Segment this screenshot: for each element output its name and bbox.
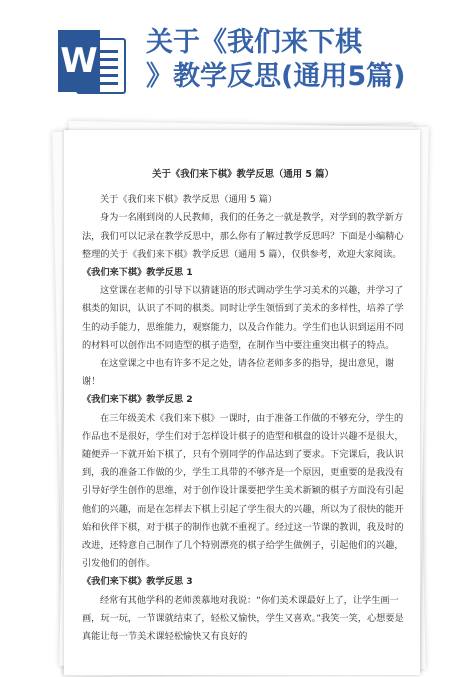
document-preview — [58, 124, 424, 669]
document-page — [64, 130, 420, 675]
header-banner — [0, 0, 474, 118]
banner-title — [146, 26, 466, 94]
paragraph: 在三年级美术《我们来下棋》一课时，由于准备工作做的不够充分，学生的作品也不是很好，学生们对于怎样设计棋子的造型和棋盘的设计兴趣不是很大，随便弄一下就开始下棋了，只有个别同学的作品达到了要求。下完课后，我认识到，我的准备工作做的少，学生工具带的不够齐是一个原因，更重要的是我没有引导好学生创作的思维，对于创作设计课要把学生美术新颖的棋子方面没有引起他们的兴趣，而是在怎样去下棋上引起了学生很大的兴趣，所以为了很快的能开始和伙伴下棋，对于棋子的制作也就不重视了。经过这一节课的教训，我及时的改进，还特意自己制作了几个特别漂亮的棋子给学生做例子，引起他们的兴趣，引发他们的创作。 — [82, 412, 404, 570]
word-document-icon — [58, 30, 124, 92]
paragraph: 经常有其他学科的老师羡慕地对我说：“你们美术课最好上了，让学生画一画，玩一玩，一节课就结束了，轻松又愉快，学生又喜欢。”我笑一笑，心想要是真能让每一节美术课轻松愉快又有良好的 — [82, 594, 404, 643]
word-letter: W — [58, 30, 100, 92]
intro-paragraph: 身为一名刚到岗的人民教师，我们的任务之一就是教学，对学到的教学新方法，我们可以记录在教学反思中，那么你有了解过教学反思吗？下面是小编精心整理的关于《我们来下棋》教学反思（通用 5 篇），仅供参考，欢迎大家阅读。 — [82, 212, 404, 260]
section-heading: 《我们来下棋》教学反思 2 — [82, 394, 193, 406]
banner-title-line-1: 关于《我们来下棋 — [146, 27, 362, 58]
paragraph: 这堂课在老师的引导下以猜谜语的形式调动学生学习美术的兴趣，并学习了棋类的知识，认识了不同的棋类。同时让学生领悟到了美术的多样性，培养了学生的动手能力，思维能力，观察能力，以及合作能力。学生们也认识到运用不同的材料可以创作出不同造型的棋子造型，在制作当中要注重突出棋子的特点。 — [82, 285, 404, 351]
section-heading: 《我们来下棋》教学反思 1 — [82, 267, 193, 279]
document-title: 关于《我们来下棋》教学反思（通用 5 篇） — [152, 169, 334, 180]
document-body — [82, 166, 404, 646]
section-heading: 《我们来下棋》教学反思 3 — [82, 576, 193, 588]
banner-title-line-2: 》教学反思(通用5篇) — [146, 61, 406, 92]
paragraph: 在这堂课之中也有许多不足之处，请各位老师多多的指导，提出意见，谢谢！ — [82, 358, 394, 388]
document-subtitle: 关于《我们来下棋》教学反思（通用 5 篇） — [100, 194, 278, 206]
